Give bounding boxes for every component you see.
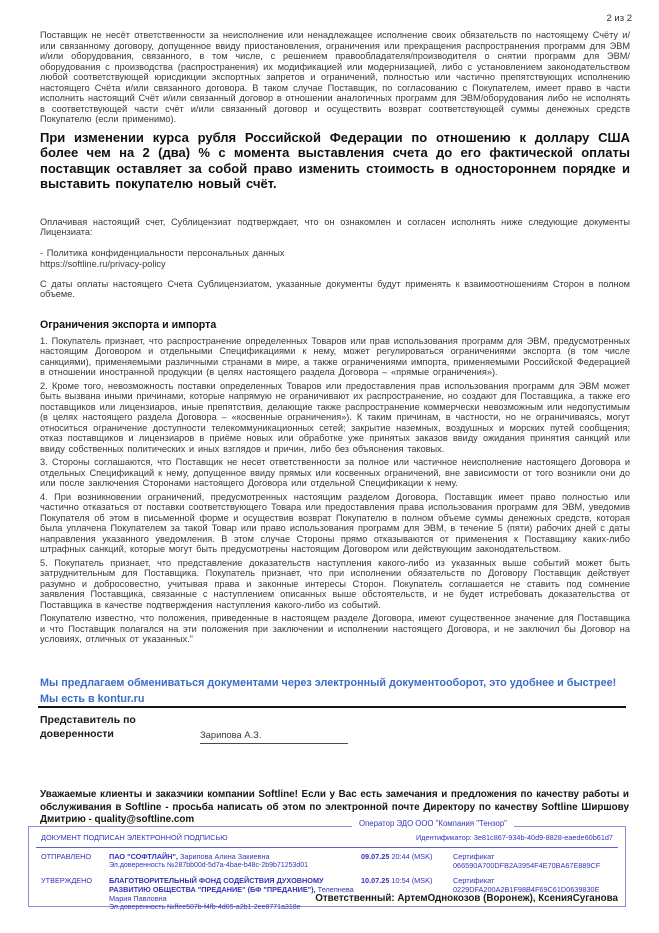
signature-label: Представитель по доверенности xyxy=(40,714,136,740)
poa-number: Эл.доверенность №287bb00d-5d7a-4bae-b48c-2b9b71253d01 xyxy=(109,862,309,869)
edo-promo-line-1: Мы предлагаем обмениваться документами через электронный документооборот, это удобнее и быстрее! xyxy=(40,677,617,689)
policy-item: - Политика конфиденциальности персональных данных xyxy=(40,247,285,258)
poa-number: Эл.доверенность №ffee507b-f4fb-4d05-a2b1-2ee8771a318e xyxy=(109,904,301,911)
status-label: ОТПРАВЛЕНО xyxy=(41,852,92,861)
quality-notice: Уважаемые клиенты и заказчики компании Softline! Если у Вас есть замечания и предложения по качеству работы и обслуживания в Softline - просьба написать об этом по электронной почте Директору по качеству Softline Ширшову Дмитрию - quality@softline.com xyxy=(40,789,629,826)
status-label: УТВЕРЖДЕНО xyxy=(41,876,93,885)
edo-operator-label: Оператор ЭДО ООО "Компания "Тензор" xyxy=(352,819,514,828)
certificate-number: Сертификат 0229DFA200A2B1F98B4F69C61D0639830E xyxy=(453,876,600,894)
paragraph-payment-effect: С даты оплаты настоящего Счета Сублицензиатом, указанные документы будут применять к взаимоотношениям Сторон в полном объеме. xyxy=(40,278,630,299)
document-content xyxy=(40,0,630,648)
export-item-4: 4. При возникновении ограничений, предусмотренных настоящим разделом Договора, Поставщик имеет право полностью или частично отказаться от поставки соответствующего Товара или предоставления права использования программ для ЭВМ, уведомив Покупателя об этом в письменной форме и осуществив возврат Покупателю в полном объеме суммы денежных средств, которая была уплачена Покупателем за такой Товар или право использования программ для ЭВМ, в течение 5 (пяти) рабочих дней с даты направления указанного уведомления. В этом случае Стороны прямо отказываются от применения к Поставщику каких-либо штрафных санкций, которые могут быть предусмотрены настоящим Договором или действующим законодательством. xyxy=(40,491,630,554)
sign-date-value: 10.07.25 xyxy=(361,876,390,885)
section-title-export-limits: Ограничения экспорта и импорта xyxy=(40,318,217,331)
person-name: Телепнева Мария Павловна xyxy=(109,885,354,903)
edo-promo-line-2: Мы есть в kontur.ru xyxy=(40,692,145,705)
export-limit-items xyxy=(40,336,630,645)
org-name: БЛАГОТВОРИТЕЛЬНЫЙ ФОНД СОДЕЙСТВИЯ ДУХОВНОМУ РАЗВИТИЮ ОБЩЕСТВА "ПРЕДАНИЕ" (БФ "ПРЕДАНИЕ"), xyxy=(109,876,324,894)
export-item-1: 1. Покупатель признает, что распространение определенных Товаров или прав использования программ для ЭВМ, предусмотренных настоящим Договором и отдельными Спецификациями к нему, может регулироваться ограничениями экспорта (в том числе санкциями), применяемыми различными странами в мире, а также ограничениями импорта, применяемыми Российской Федерацией в отношении иностранной продукции (в целях настоящего раздела Договора – «прямые ограничения»). xyxy=(40,335,630,377)
person-name: Зарипова Алина Закиевна xyxy=(180,852,270,861)
stamp-identifier: Идентификатор: 3e81c867-934b-40d9-8828-eaede60b61d7 xyxy=(416,833,613,842)
sign-date-value: 09.07.25 xyxy=(361,852,390,861)
signature-name-line: Зарипова А.З. xyxy=(200,729,348,744)
responsible-label: Ответственный: АртемОднокозов (Воронеж), КсенияСуганова xyxy=(315,893,618,904)
policy-list xyxy=(40,248,630,270)
page-number: 2 из 2 xyxy=(606,13,632,24)
stamp-signed-title: ДОКУМЕНТ ПОДПИСАН ЭЛЕКТРОННОЙ ПОДПИСЬЮ xyxy=(41,833,228,842)
org-name: ПАО "СОФТЛАЙН", xyxy=(109,852,178,861)
org-cell xyxy=(109,852,361,869)
paragraph-currency-clause: При изменении курса рубля Российской Федерации по отношению к доллару США более чем на 2 (два) % с момента выставления счета до его фактической оплаты поставщик оставляет за собой право изменить стоимость в одностороннем порядке и выставить покупателю новый счёт. xyxy=(40,129,630,191)
sign-date xyxy=(361,852,453,861)
stamp-row-approved xyxy=(29,872,625,911)
certificate-number: Сертификат 066590A700DFB2A3954F4E70BA67E889CF xyxy=(453,852,601,870)
paragraph-supplier-liability: Поставщик не несёт ответственности за неисполнение или ненадлежащее исполнение своих обязательств по настоящему Счёту и/или связанному договору, допущенное ввиду приостановления, ограничения или прекращения распространения программ для ЭВМ и/или оборудования, связанного, в том числе, с решением правообладателя/производителя о снятии программ для ЭВМ/оборудования с производства (распространения) их модификацией или модернизацией, либо с установлением законодательством любой соответствующей юрисдикции экспортных запретов и ограничений, полностью или частично препятствующих исполнению настоящего Счёта и/или связанного договора. В таком случае Поставщик, по согласованию с Покупателем, имеет право в части исполнить настоящий Счёт и/или связанный договор в отношении аналогичных программ для ЭВМ/оборудования либо не исполнять в соответствующей части счёт и/или связанный договор и осуществить возврат соответствующей суммы денежных средств Покупателю (если применимо). xyxy=(40,30,630,124)
export-item-2: 2. Кроме того, невозможность поставки определенных Товаров или предоставления прав использования программ для ЭВМ может быть вызвана иными причинами, которые напрямую не ограничивают их распространение, но создают для Поставщика, а также его поставщиков или лицензиаров, иные препятствия, делающие также распространение коммерчески невозможным или недопустимым (в целях настоящего раздела Договора – «косвенные ограничения»). К таким причинам, в частности, но не ограничиваясь, могут относиться ограничение доступности телекоммуникационных сетей; закрытие наземных, воздушных и морских путей сообщения; отказ поставщиков и лицензиаров в приёме новых или обработке уже принятых заказов ввиду ожидания принятия санкций или ввиду собственных политических и иных взглядов и причин, либо без объяснения таковых. xyxy=(40,380,630,454)
edo-promo xyxy=(40,676,630,707)
sign-time-value: 20:44 (MSK) xyxy=(391,852,433,861)
export-section-closing: Покупателю известно, что положения, приведенные в настоящем разделе Договора, имеют существенное значение для Поставщика и что Поставщик полагался на эти положения при заключении и исполнении настоящего Договора, и не заключил бы Договор на условиях, отличных от указанных." xyxy=(40,613,630,644)
stamp-header xyxy=(29,827,625,846)
stamp-row-sent xyxy=(29,848,625,870)
export-item-5: 5. Покупатель признает, что представление доказательств наступления какого-либо из указанных выше событий может быть затруднительным для Поставщика. Покупатель признает, что при исполнении обязательств по Договору Поставщик действует разумно и добросовестно, учитывая права и законные интересы Сторон. Покупатель соглашается не ставить под сомнение заявления Поставщика, связанные с наступлением описанных выше обстоятельств, и не будет истребовать доказательства от Поставщика в качестве подтверждения наступления какого-либо из событий. xyxy=(40,557,630,610)
divider-rule xyxy=(38,706,626,708)
policy-url: https://softline.ru/privacy-policy xyxy=(40,258,166,269)
edo-stamp-box xyxy=(28,826,626,911)
sign-date xyxy=(361,876,453,885)
export-item-3: 3. Стороны соглашаются, что Поставщик не несет ответственности за полное или частичное неисполнение настоящего Договора и отдельных Спецификаций к нему, допущенное ввиду прямых или косвенных ограничений, вне зависимости от того возникли они до или после заключения Сторонами настоящего Договора или отдельной Спецификации к нему. xyxy=(40,457,630,488)
paragraph-payment-ack: Оплачивая настоящий счет, Сублицензиат подтверждает, что он ознакомлен и согласен исполнять ниже следующие документы Лицензиата: xyxy=(40,216,630,237)
sign-time-value: 10:54 (MSK) xyxy=(391,876,433,885)
